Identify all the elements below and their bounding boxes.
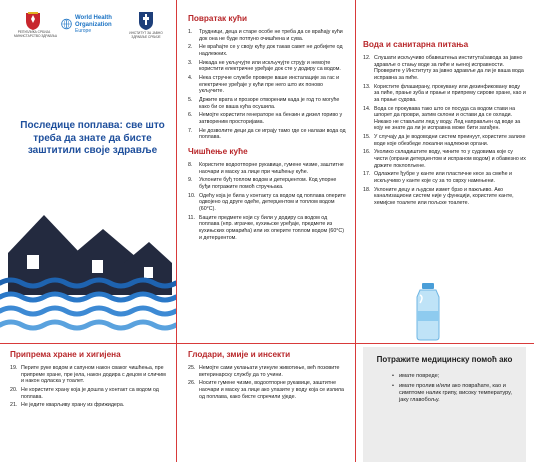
water-heading: Вода и санитарна питања	[363, 40, 469, 49]
list-item	[188, 97, 348, 110]
list-item	[363, 149, 526, 169]
institute-logo	[124, 11, 168, 39]
list-item	[188, 29, 348, 42]
item-text: Уклоните децу и људски измет брзо и пажљиво. Ако канализациони систем није у функцији, користите канте, хемијске тоалете или пољске тоалете.	[374, 186, 514, 206]
serbia-label: РЕПУБЛИКА СРБИЈА МИНИСТАРСТВО ЗДРАВЉА	[14, 30, 58, 38]
item-text: Вода се прокувава тако што се посуда са водом стави на шпорет да проври, затим склони и остави да се охлади. Никако не стављати лед у воду. Лед направљен од воде за коју не знате да ли је исправна може бити загађен.	[374, 105, 521, 132]
item-number: 4.	[188, 75, 193, 82]
item-number: 6.	[188, 112, 193, 119]
list-item	[188, 75, 348, 95]
item-number: 25.	[188, 365, 196, 371]
return-home-list	[188, 29, 348, 141]
coat-of-arms-icon	[24, 11, 42, 31]
item-number: 26.	[188, 380, 196, 387]
separator	[176, 0, 177, 343]
item-number: 12.	[363, 55, 371, 61]
item-text: Не дозволите деци да се играју тамо где се налази вода од поплава.	[199, 127, 346, 141]
cover-panel	[0, 0, 176, 343]
list-item	[188, 44, 348, 57]
item-number: 16.	[363, 149, 371, 156]
list-item: • имате пролив и/или ако повраћате, као и симптоме налик грипу, високу температуру, јаку главобољу.	[399, 383, 518, 404]
food-hygiene-heading: Припрема хране и хигијена	[10, 350, 121, 359]
list-item	[188, 365, 348, 378]
list-item	[363, 171, 526, 184]
item-number: 10.	[188, 192, 196, 199]
item-number: 18.	[363, 186, 371, 193]
list-item	[10, 365, 170, 385]
who-title: World Health Organization	[75, 15, 112, 28]
item-text: Перите руке водом и сапуном након сваког чишћења, пре припреме хране, пре јела, након додира с децом и сличим и након одласка у тоалет.	[21, 365, 166, 385]
item-number: 8.	[188, 162, 193, 169]
institute-label: ИНСТИТУТ ЗА ЈАВНО ЗДРАВЉЕ СРБИЈЕ	[129, 31, 163, 39]
item-number: 1.	[188, 29, 193, 35]
item-text: Уклоните буђ топлом водом и детерџентом. Код упорне буђи потражите помоћ стручњака.	[199, 177, 337, 190]
item-text: Немојте сами уклањати угинуле животиње, већ позовите ветеринарску службу да то учини.	[199, 365, 340, 378]
water-bottle-illustration	[404, 281, 452, 341]
institute-shield-icon	[138, 11, 154, 31]
who-emblem-icon	[61, 15, 72, 33]
item-number: 7.	[188, 127, 193, 134]
return-home-heading: Повратак кући	[188, 14, 248, 23]
who-logo	[61, 15, 121, 35]
who-region: Europe	[75, 28, 92, 34]
return-home-panel	[188, 14, 348, 243]
separator	[176, 343, 177, 462]
water-panel	[363, 40, 526, 209]
item-number: 17.	[363, 171, 371, 178]
flooded-houses-illustration	[0, 205, 176, 343]
item-text: Уколико складиштите воду, чините то у судовима које су чисти (опрани детерџентом и испраном водом) и обавезно их држите поклопљене.	[374, 149, 526, 169]
food-hygiene-list	[10, 365, 170, 409]
item-text: Држите врата и прозоре отвореним када је год то могуће како би се ваша кућа осушила.	[199, 97, 340, 110]
item-number: 2.	[188, 44, 193, 51]
item-number: 13.	[363, 83, 371, 90]
list-item	[188, 177, 348, 190]
cleaning-list	[188, 162, 348, 241]
list-item: • имате повреде;	[399, 373, 518, 380]
list-item	[363, 55, 526, 81]
list-item	[10, 402, 170, 409]
water-list	[363, 55, 526, 207]
item-text: Трудници, деца и старе особе не треба да се враћају кући док она не буде потпуно очишћена и сува.	[199, 29, 343, 42]
separator	[355, 0, 356, 462]
item-number: 5.	[188, 97, 193, 104]
serbia-logo	[14, 11, 58, 38]
item-text: Не враћајте се у своју кућу док такав савет не добијете од надлежних.	[199, 44, 343, 57]
list-item	[188, 193, 348, 213]
rodents-list	[188, 365, 348, 400]
list-item	[10, 387, 170, 400]
medical-help-heading: Потражите медицинску помоћ ако	[376, 355, 513, 364]
item-number: 15.	[363, 134, 371, 141]
item-number: 21.	[10, 402, 18, 409]
list-item	[188, 60, 348, 73]
item-text: Одлажите ђубре у канте или пластичне кесе за смеће и искључиво у канте које су за то сврху намењени.	[374, 171, 512, 185]
item-text: Нека стручне службе провере ваше инсталације за гас и електричне уређаје у кући пре него што их поново укључите.	[199, 75, 340, 95]
item-number: 19.	[10, 365, 18, 371]
rodents-panel	[188, 350, 348, 402]
item-number: 9.	[188, 177, 193, 184]
medical-help-list	[391, 373, 518, 404]
list-item	[363, 134, 526, 147]
list-item	[188, 162, 348, 175]
item-text: Не користите храну која је дошла у контакт са водом од поплава.	[21, 386, 159, 400]
item-number: 20.	[10, 386, 18, 393]
item-number: 3.	[188, 59, 193, 66]
item-text: У случају да је водоводни систем преинуут, користите залихе воде које обезбеде локални надлежни органи.	[374, 134, 526, 147]
list-item	[363, 187, 526, 207]
item-text: Носите гумене чизме, водоотпорне рукавице, заштитне наочари и маску за лице ако улазите у воду која се излила од поплава, како бисте спречили уједе.	[199, 380, 344, 400]
item-text: Одећу која је била у контакту са водом од поплава оперите одвојено од друге одеће, детерџентом и топлом водом (60°С).	[199, 192, 346, 212]
list-item	[188, 215, 348, 241]
list-item	[188, 380, 348, 400]
list-item	[188, 128, 348, 141]
medical-help-panel	[363, 347, 526, 462]
list-item	[188, 112, 348, 125]
item-text: Никада не укључујте или искључујте струју и немојте користити електричне уређаје док сте у додиру са водом.	[199, 59, 341, 73]
item-text: Немојте користити генераторе на бензин и дизел гориво у затвореним просторијама.	[199, 112, 343, 126]
item-number: 14.	[363, 105, 371, 112]
separator	[0, 343, 534, 344]
rodents-heading: Глодари, змије и инсекти	[188, 350, 291, 359]
item-number: 11.	[188, 214, 195, 221]
item-text: Баците предмете који су били у додиру са водом од поплава (нпр. играчке, кухињске уређаје, предмете из кухињских ормарића) или их оперите топлом водом (60°С) и детерџентом.	[199, 214, 344, 241]
list-item	[363, 84, 526, 104]
food-hygiene-panel	[10, 350, 170, 411]
item-text: Слушати искључиво обавештења института/завода за јавно здравље о стању воде за пиће и њеној исправности. Проверите у Институту за јавно здравље да ли је ваша вода исправна за пиће.	[374, 55, 524, 81]
cover-title: Последице поплава: све што треба да знате да бисте заштитили своје здравље	[20, 120, 165, 156]
list-item	[363, 106, 526, 132]
item-text: Користите флаширану, прокувану или дезинфиковану воду за пиће, прање зуба и прање и припрему сирове хране, као и за прање судова.	[374, 83, 526, 103]
item-text: Не једите кварљиву храну из фрижидера.	[21, 402, 125, 409]
item-text: Користите водоотпорне рукавице, гумене чизме, заштитне наочари и маску за лице при чишћењу куће.	[199, 162, 344, 175]
cleaning-heading: Чишћење куће	[188, 147, 248, 157]
